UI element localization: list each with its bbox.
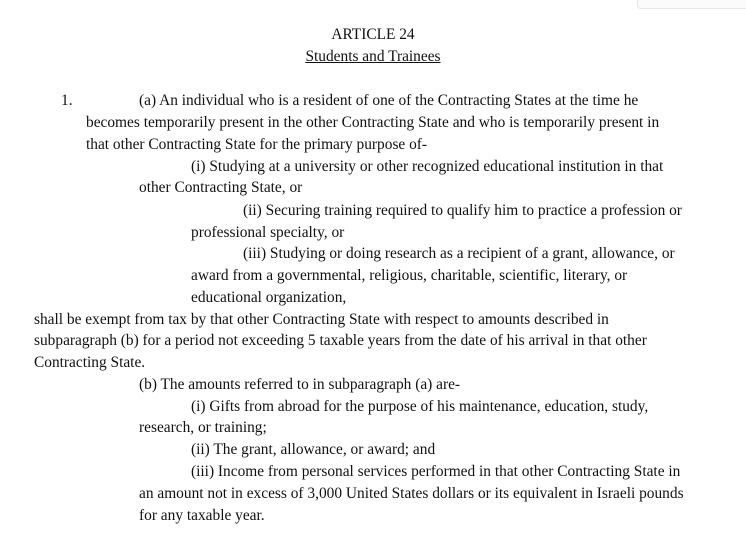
clause-i-line-1: (i) Studying at a university or other recognized educational institution in that: [191, 158, 664, 175]
clause-b-i-line-2: research, or training;: [139, 419, 267, 436]
clause-b-i-line-1: (i) Gifts from abroad for the purpose of his maintenance, education, study,: [191, 398, 649, 415]
subparagraph-b-line-1: (b) The amounts referred to in subparagraph (a) are-: [139, 376, 461, 393]
article-heading: ARTICLE 24: [331, 26, 415, 43]
clause-iii-line-2: award from a governmental, religious, charitable, scientific, literary, or: [191, 267, 628, 284]
clause-iii-line-3: educational organization,: [191, 289, 347, 306]
clause-iii-line-1: (iii) Studying or doing research as a recipient of a grant, allowance, or: [243, 245, 675, 262]
clause-i-line-2: other Contracting State, or: [139, 179, 303, 196]
clause-b-iii-line-1: (iii) Income from personal services performed in that other Contracting State in: [191, 463, 681, 480]
page-corner-tab: [637, 0, 746, 9]
subparagraph-a-line-3: that other Contracting State for the primary purpose of-: [86, 136, 428, 153]
clause-b-iii-line-2: an amount not in excess of 3,000 United States dollars or its equivalent in Israeli pounds: [139, 485, 684, 502]
exemption-line-3: Contracting State.: [34, 354, 146, 371]
clause-b-iii-line-3: for any taxable year.: [139, 507, 265, 524]
subparagraph-a-line-2: becomes temporarily present in the other Contracting State and who is temporarily present in: [86, 114, 660, 131]
clause-ii-line-1: (ii) Securing training required to qualify him to practice a profession or: [243, 202, 682, 219]
exemption-line-2: subparagraph (b) for a period not exceeding 5 taxable years from the date of his arrival in that other: [34, 332, 647, 349]
paragraph-number: 1.: [61, 92, 73, 109]
clause-b-ii-line-1: (ii) The grant, allowance, or award; and: [191, 441, 436, 458]
clause-ii-line-2: professional specialty, or: [191, 224, 345, 241]
subparagraph-a-line-1: (a) An individual who is a resident of one of the Contracting States at the time he: [139, 92, 639, 109]
exemption-line-1: shall be exempt from tax by that other Contracting State with respect to amounts described in: [34, 311, 609, 328]
article-title: Students and Trainees: [305, 48, 441, 65]
